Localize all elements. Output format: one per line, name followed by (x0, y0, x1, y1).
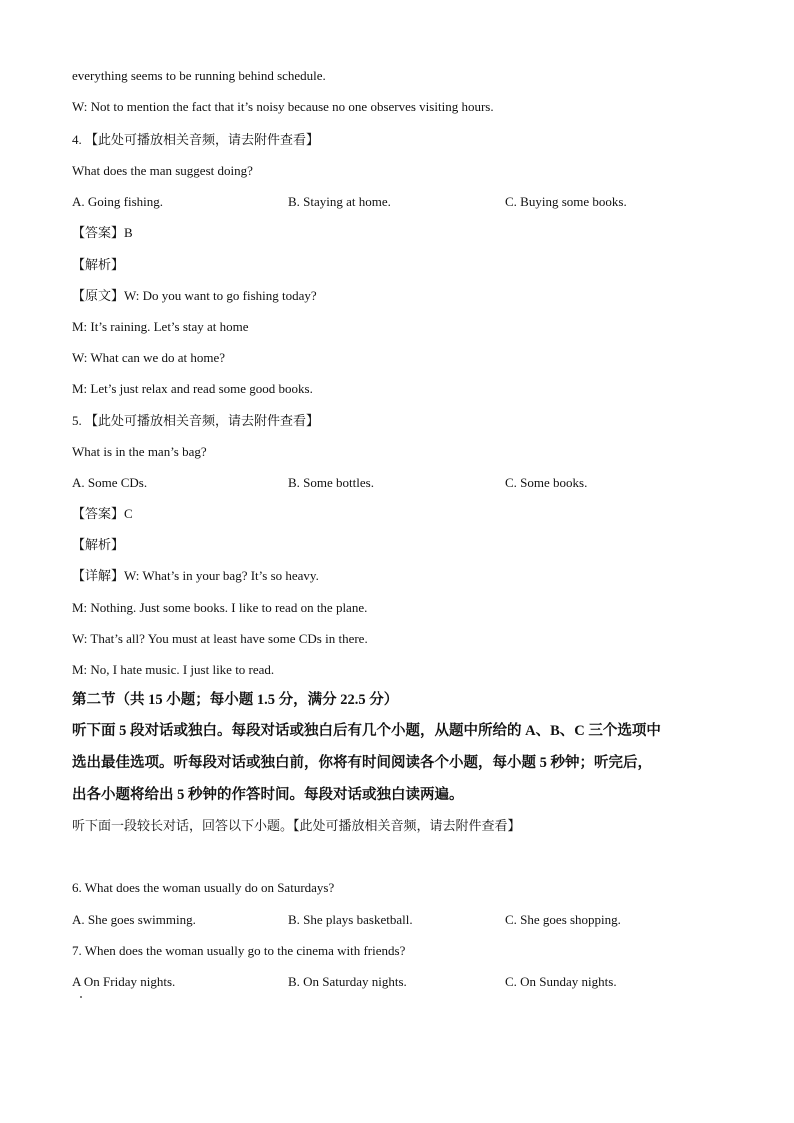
text-line: W: Not to mention the fact that it’s noisy because no one observes visiting hours. (72, 99, 494, 114)
stray-dot (80, 996, 82, 998)
q6-option-c: C. She goes shopping. (505, 912, 621, 927)
q5-answer: 【答案】C (72, 506, 133, 521)
instructions-line: 出各小题将给出 5 秒钟的作答时间。每段对话或独白读两遍。 (72, 787, 464, 803)
q7-option-b: B. On Saturday nights. (288, 974, 407, 989)
q6-option-b: B. She plays basketball. (288, 912, 413, 927)
question-5-text: What is in the man’s bag? (72, 444, 207, 459)
q5-option-a: A. Some CDs. (72, 475, 148, 490)
listen-instruction: 听下面一段较长对话，回答以下小题。【此处可播放相关音频，请去附件查看】 (72, 818, 521, 833)
transcript-line: 【原文】W: Do you want to go fishing today? (72, 288, 317, 303)
question-4-label: 4. 【此处可播放相关音频，请去附件查看】 (72, 132, 320, 147)
question-6-text: 6. What does the woman usually do on Saturdays? (72, 880, 335, 895)
question-4-text: What does the man suggest doing? (72, 163, 253, 178)
q5-option-b: B. Some bottles. (288, 475, 374, 490)
transcript-line: 【详解】W: What’s in your bag? It’s so heavy. (72, 568, 319, 583)
text-line: everything seems to be running behind schedule. (72, 68, 326, 83)
instructions-line: 听下面 5 段对话或独白。每段对话或独白后有几个小题，从题中所给的 A、B、C 三个选项中 (72, 723, 661, 739)
transcript-line: M: Nothing. Just some books. I like to read on the plane. (72, 600, 368, 615)
q4-option-c: C. Buying some books. (505, 194, 627, 209)
q4-answer: 【答案】B (72, 225, 133, 240)
q5-option-c: C. Some books. (505, 475, 588, 490)
q6-option-a: A. She goes swimming. (72, 912, 196, 927)
question-7-text: 7. When does the woman usually go to the cinema with friends? (72, 943, 406, 958)
q4-option-a: A. Going fishing. (72, 194, 163, 209)
q4-option-b: B. Staying at home. (288, 194, 391, 209)
transcript-line: W: What can we do at home? (72, 350, 226, 365)
transcript-line: M: No, I hate music. I just like to read. (72, 662, 275, 677)
q7-option-a: A On Friday nights. (72, 974, 176, 989)
q4-analysis: 【解析】 (72, 257, 125, 272)
q5-analysis: 【解析】 (72, 537, 125, 552)
transcript-line: W: That’s all? You must at least have some CDs in there. (72, 631, 368, 646)
instructions-line: 选出最佳选项。听每段对话或独白前，你将有时间阅读各个小题，每小题 5 秒钟；听完后， (72, 755, 652, 771)
section-title: 第二节（共 15 小题；每小题 1.5 分，满分 22.5 分） (72, 692, 399, 708)
question-5-label: 5. 【此处可播放相关音频，请去附件查看】 (72, 413, 320, 428)
transcript-line: M: Let’s just relax and read some good books. (72, 381, 313, 396)
q7-option-c: C. On Sunday nights. (505, 974, 617, 989)
transcript-line: M: It’s raining. Let’s stay at home (72, 319, 249, 334)
